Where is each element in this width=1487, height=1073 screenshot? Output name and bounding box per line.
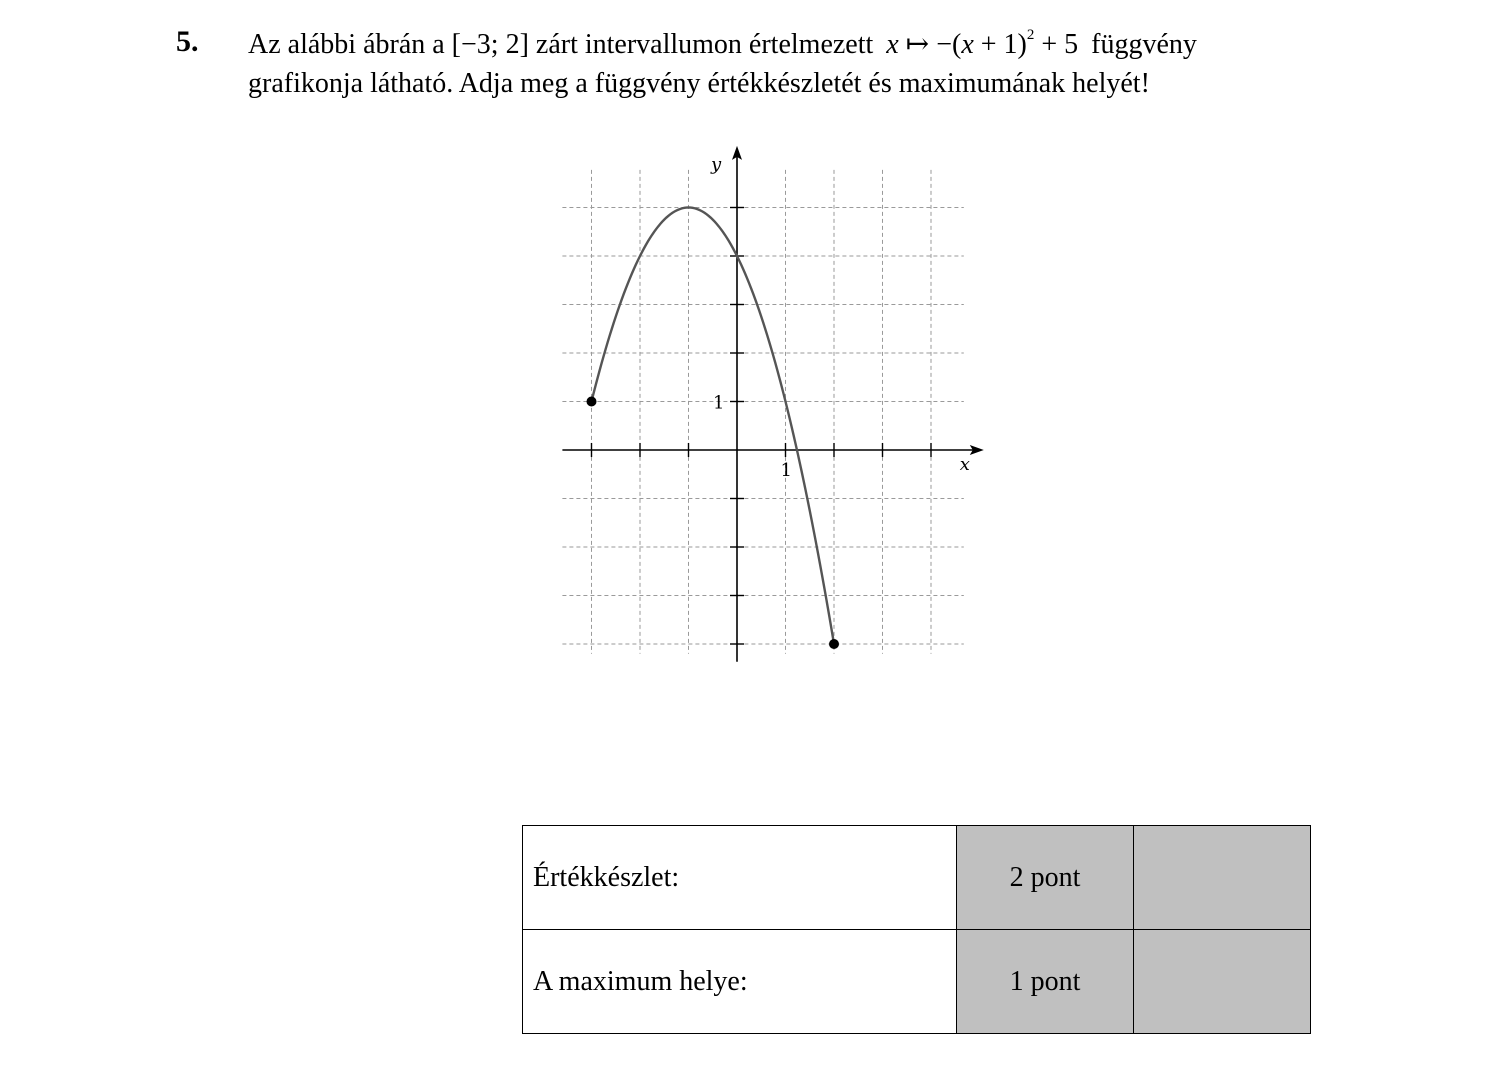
range-score-box bbox=[1134, 826, 1311, 930]
parabola-curve bbox=[592, 208, 835, 645]
left-endpoint bbox=[587, 397, 597, 407]
maximum-label: A maximum helye: bbox=[523, 930, 957, 1034]
formula-inner-var: x bbox=[961, 29, 974, 60]
y-axis-label: y bbox=[711, 153, 722, 175]
problem-line-1 bbox=[248, 25, 1348, 64]
problem-number: 5. bbox=[176, 25, 199, 58]
formula-inner-rest: + 1) bbox=[973, 29, 1027, 60]
axis-ticks bbox=[592, 208, 932, 645]
problem-statement bbox=[248, 25, 1348, 103]
formula-tail: + 5 bbox=[1034, 29, 1079, 60]
grid bbox=[562, 170, 963, 654]
maximum-score-box bbox=[1134, 930, 1311, 1034]
problem-line-2: grafikonja látható. Adja meg a függvény értékkészletét és maximumának helyét! bbox=[248, 68, 1150, 99]
axes bbox=[562, 146, 983, 662]
function-formula bbox=[886, 29, 1078, 60]
x-tick-label-1: 1 bbox=[780, 460, 792, 481]
score-row-range bbox=[523, 826, 1311, 930]
right-endpoint bbox=[829, 639, 839, 649]
score-row-maximum bbox=[523, 930, 1311, 1034]
text-before-formula: Az alábbi ábrán a [−3; 2] zárt intervallumon értelmezett bbox=[248, 29, 874, 60]
formula-exponent: 2 bbox=[1026, 27, 1035, 43]
function-graph bbox=[555, 153, 980, 660]
endpoints bbox=[587, 397, 840, 650]
y-tick-label-1: 1 bbox=[713, 392, 725, 414]
formula-var: x bbox=[886, 29, 899, 60]
maximum-points: 1 pont bbox=[957, 930, 1134, 1034]
range-points: 2 pont bbox=[957, 826, 1134, 930]
score-table bbox=[522, 825, 1311, 1034]
x-axis-label: x bbox=[959, 454, 970, 475]
range-label: Értékkészlet: bbox=[523, 826, 957, 930]
text-after-formula: függvény bbox=[1091, 29, 1197, 60]
formula-arrow: ↦ −( bbox=[898, 29, 962, 60]
